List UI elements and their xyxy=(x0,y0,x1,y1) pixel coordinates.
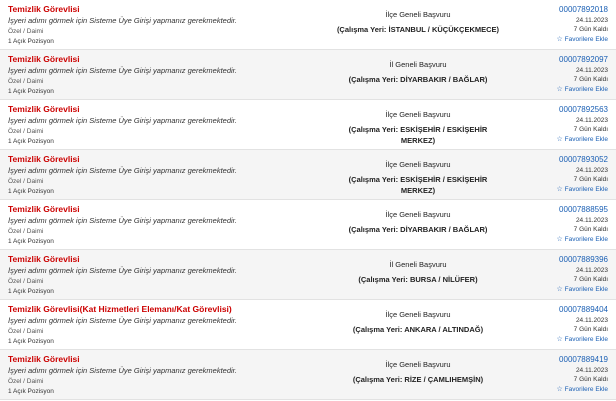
job-id-link[interactable]: 00007892097 xyxy=(559,55,608,64)
job-open-positions: 1 Açık Pozisyon xyxy=(8,288,54,295)
job-publish-date: 24.11.2023 xyxy=(575,67,608,74)
job-actions-column xyxy=(500,154,610,197)
job-id-link[interactable]: 00007892018 xyxy=(559,5,608,14)
job-days-remaining: 7 Gün Kaldı xyxy=(573,26,608,33)
job-id-link[interactable]: 00007893052 xyxy=(559,155,608,164)
job-actions-column xyxy=(500,54,610,97)
job-title-link[interactable]: Temizlik Görevlisi xyxy=(8,354,80,364)
job-application-scope: İl Geneli Başvuru xyxy=(389,60,447,69)
job-actions-column xyxy=(500,104,610,147)
job-worksite: (Çalışma Yeri: BURSA / NİLÜFER) xyxy=(358,275,478,284)
job-list-item[interactable] xyxy=(0,100,616,150)
job-info-column xyxy=(6,154,336,197)
job-worksite: (Çalışma Yeri: DİYARBAKIR / BAĞLAR) xyxy=(348,225,488,234)
job-id-link[interactable]: 00007888595 xyxy=(559,205,608,214)
job-scope-column xyxy=(336,54,500,97)
job-worksite: (Çalışma Yeri: ESKİŞEHİR / ESKİŞEHİR MERKEZ) xyxy=(348,175,488,195)
job-scope-column xyxy=(336,204,500,247)
job-application-scope: İlçe Geneli Başvuru xyxy=(385,160,451,169)
job-type-meta: Özel / Daimi xyxy=(8,128,44,135)
star-outline-icon: ☆ xyxy=(556,336,563,343)
star-outline-icon: ☆ xyxy=(556,36,563,43)
job-worksite: (Çalışma Yeri: ANKARA / ALTINDAĞ) xyxy=(352,325,484,334)
star-outline-icon: ☆ xyxy=(556,86,563,93)
job-worksite: (Çalışma Yeri: İSTANBUL / KÜÇÜKÇEKMECE) xyxy=(336,25,500,34)
add-to-favorites-label: Favorilere Ekle xyxy=(564,86,608,93)
job-publish-date: 24.11.2023 xyxy=(575,167,608,174)
job-application-scope: İl Geneli Başvuru xyxy=(389,260,447,269)
job-title-link[interactable]: Temizlik Görevlisi xyxy=(8,54,80,64)
job-publish-date: 24.11.2023 xyxy=(575,267,608,274)
job-publish-date: 24.11.2023 xyxy=(575,217,608,224)
job-title-link[interactable]: Temizlik Görevlisi(Kat Hizmetleri Elemanı/Kat Görevlisi) xyxy=(8,304,232,314)
job-actions-column xyxy=(500,204,610,247)
job-login-note: İşyeri adımı görmek için Sisteme Üye Girişi yapmanız gerekmektedir. xyxy=(8,66,237,75)
job-publish-date: 24.11.2023 xyxy=(575,17,608,24)
job-days-remaining: 7 Gün Kaldı xyxy=(573,176,608,183)
job-days-remaining: 7 Gün Kaldı xyxy=(573,326,608,333)
add-to-favorites-button[interactable] xyxy=(557,335,608,344)
job-application-scope: İlçe Geneli Başvuru xyxy=(385,360,451,369)
job-type-meta: Özel / Daimi xyxy=(8,278,44,285)
job-scope-column xyxy=(336,4,500,47)
job-open-positions: 1 Açık Pozisyon xyxy=(8,188,54,195)
add-to-favorites-button[interactable] xyxy=(557,285,608,294)
add-to-favorites-label: Favorilere Ekle xyxy=(564,336,608,343)
job-scope-column xyxy=(336,304,500,347)
job-list-item[interactable] xyxy=(0,250,616,300)
job-actions-column xyxy=(500,354,610,397)
job-info-column xyxy=(6,354,336,397)
add-to-favorites-label: Favorilere Ekle xyxy=(564,36,608,43)
job-id-link[interactable]: 00007889396 xyxy=(559,255,608,264)
job-days-remaining: 7 Gün Kaldı xyxy=(573,376,608,383)
job-list-item[interactable] xyxy=(0,200,616,250)
job-open-positions: 1 Açık Pozisyon xyxy=(8,388,54,395)
add-to-favorites-button[interactable] xyxy=(557,135,608,144)
job-scope-column xyxy=(336,354,500,397)
job-open-positions: 1 Açık Pozisyon xyxy=(8,38,54,45)
job-days-remaining: 7 Gün Kaldı xyxy=(573,126,608,133)
job-info-column xyxy=(6,104,336,147)
add-to-favorites-label: Favorilere Ekle xyxy=(564,286,608,293)
job-list-item[interactable] xyxy=(0,150,616,200)
star-outline-icon: ☆ xyxy=(556,386,563,393)
job-login-note: İşyeri adımı görmek için Sisteme Üye Girişi yapmanız gerekmektedir. xyxy=(8,216,237,225)
job-title-link[interactable]: Temizlik Görevlisi xyxy=(8,104,80,114)
job-scope-column xyxy=(336,154,500,197)
job-login-note: İşyeri adımı görmek için Sisteme Üye Girişi yapmanız gerekmektedir. xyxy=(8,116,237,125)
job-id-link[interactable]: 00007889404 xyxy=(559,305,608,314)
add-to-favorites-button[interactable] xyxy=(557,35,608,44)
job-login-note: İşyeri adımı görmek için Sisteme Üye Girişi yapmanız gerekmektedir. xyxy=(8,316,237,325)
job-actions-column xyxy=(500,4,610,47)
add-to-favorites-button[interactable] xyxy=(557,85,608,94)
job-login-note: İşyeri adımı görmek için Sisteme Üye Girişi yapmanız gerekmektedir. xyxy=(8,266,237,275)
job-type-meta: Özel / Daimi xyxy=(8,28,44,35)
job-worksite: (Çalışma Yeri: ESKİŞEHİR / ESKİŞEHİR MERKEZ) xyxy=(348,125,488,145)
job-publish-date: 24.11.2023 xyxy=(575,367,608,374)
add-to-favorites-button[interactable] xyxy=(557,385,608,394)
job-worksite: (Çalışma Yeri: DİYARBAKIR / BAĞLAR) xyxy=(348,75,488,84)
job-info-column xyxy=(6,204,336,247)
add-to-favorites-label: Favorilere Ekle xyxy=(564,136,608,143)
job-open-positions: 1 Açık Pozisyon xyxy=(8,238,54,245)
job-days-remaining: 7 Gün Kaldı xyxy=(573,226,608,233)
job-info-column xyxy=(6,54,336,97)
job-type-meta: Özel / Daimi xyxy=(8,78,44,85)
job-type-meta: Özel / Daimi xyxy=(8,378,44,385)
job-title-link[interactable]: Temizlik Görevlisi xyxy=(8,254,80,264)
job-login-note: İşyeri adımı görmek için Sisteme Üye Girişi yapmanız gerekmektedir. xyxy=(8,166,237,175)
add-to-favorites-button[interactable] xyxy=(557,235,608,244)
star-outline-icon: ☆ xyxy=(556,186,563,193)
job-title-link[interactable]: Temizlik Görevlisi xyxy=(8,4,80,14)
job-info-column xyxy=(6,254,336,297)
job-list-item[interactable] xyxy=(0,50,616,100)
star-outline-icon: ☆ xyxy=(556,286,563,293)
job-publish-date: 24.11.2023 xyxy=(575,317,608,324)
job-info-column xyxy=(6,4,336,47)
job-open-positions: 1 Açık Pozisyon xyxy=(8,338,54,345)
add-to-favorites-label: Favorilere Ekle xyxy=(564,386,608,393)
job-application-scope: İlçe Geneli Başvuru xyxy=(385,10,451,19)
job-id-link[interactable]: 00007889419 xyxy=(559,355,608,364)
job-open-positions: 1 Açık Pozisyon xyxy=(8,138,54,145)
job-type-meta: Özel / Daimi xyxy=(8,328,44,335)
job-actions-column xyxy=(500,304,610,347)
add-to-favorites-button[interactable] xyxy=(557,185,608,194)
add-to-favorites-label: Favorilere Ekle xyxy=(564,236,608,243)
job-days-remaining: 7 Gün Kaldı xyxy=(573,276,608,283)
star-outline-icon: ☆ xyxy=(556,136,563,143)
job-list-item[interactable] xyxy=(0,300,616,350)
job-title-link[interactable]: Temizlik Görevlisi xyxy=(8,154,80,164)
job-login-note: İşyeri adımı görmek için Sisteme Üye Girişi yapmanız gerekmektedir. xyxy=(8,16,237,25)
job-scope-column xyxy=(336,104,500,147)
job-info-column xyxy=(6,304,336,347)
job-scope-column xyxy=(336,254,500,297)
job-list-item[interactable] xyxy=(0,0,616,50)
job-type-meta: Özel / Daimi xyxy=(8,178,44,185)
job-title-link[interactable]: Temizlik Görevlisi xyxy=(8,204,80,214)
job-list-item[interactable] xyxy=(0,350,616,400)
job-id-link[interactable]: 00007892563 xyxy=(559,105,608,114)
job-actions-column xyxy=(500,254,610,297)
job-open-positions: 1 Açık Pozisyon xyxy=(8,88,54,95)
star-outline-icon: ☆ xyxy=(556,236,563,243)
job-worksite: (Çalışma Yeri: RİZE / ÇAMLIHEMŞİN) xyxy=(352,375,484,384)
job-application-scope: İlçe Geneli Başvuru xyxy=(385,110,451,119)
job-type-meta: Özel / Daimi xyxy=(8,228,44,235)
add-to-favorites-label: Favorilere Ekle xyxy=(564,186,608,193)
job-login-note: İşyeri adımı görmek için Sisteme Üye Girişi yapmanız gerekmektedir. xyxy=(8,366,237,375)
job-application-scope: İlçe Geneli Başvuru xyxy=(385,210,451,219)
job-publish-date: 24.11.2023 xyxy=(575,117,608,124)
job-days-remaining: 7 Gün Kaldı xyxy=(573,76,608,83)
job-application-scope: İlçe Geneli Başvuru xyxy=(385,310,451,319)
